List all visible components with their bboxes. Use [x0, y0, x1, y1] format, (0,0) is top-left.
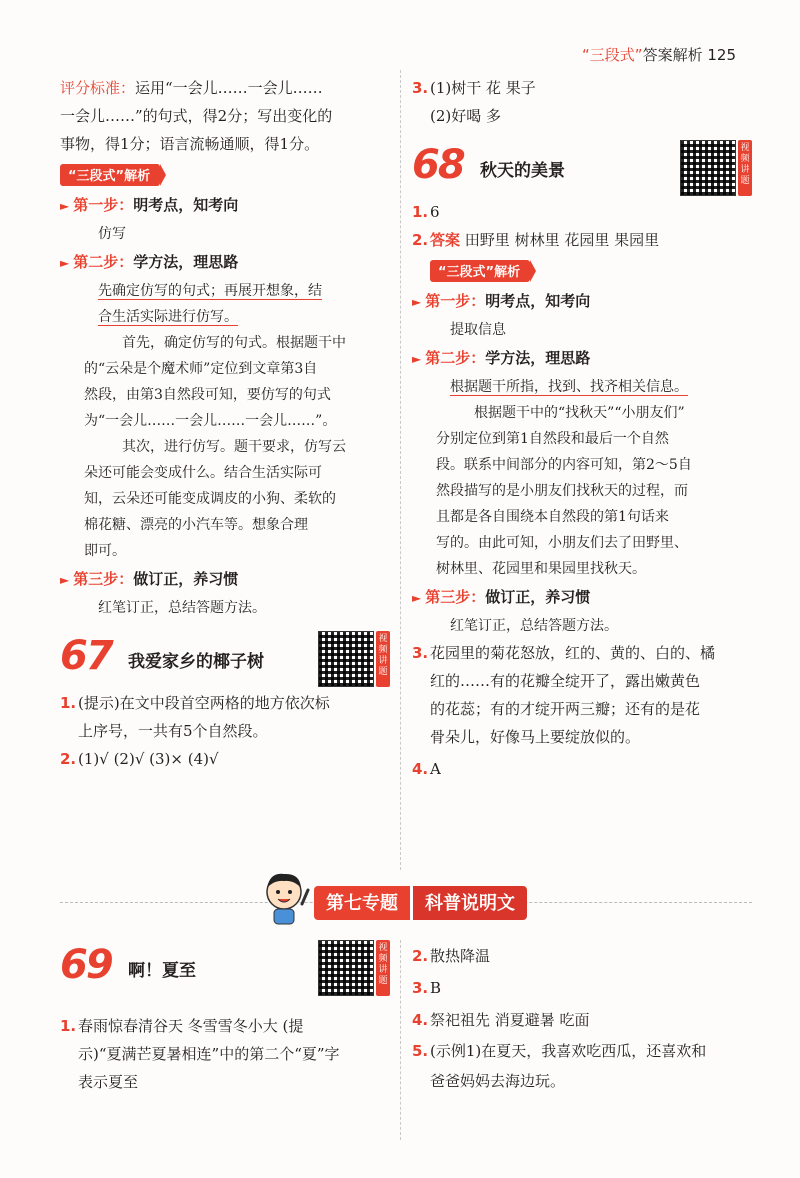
paragraph-line: 的“云朵是个魔术师”定位到文章第3自 [84, 361, 318, 377]
section-title: 啊！夏至 [128, 961, 196, 981]
column-divider [400, 70, 401, 870]
answer-item: 5. (示例1)在夏天，我喜欢吃西瓜，还喜欢和 [412, 1042, 707, 1060]
arrow-icon: ► [60, 573, 70, 587]
paragraph-line: 树林里、花园里和果园里找秋天。 [436, 561, 646, 577]
header-title: 答案解析 [642, 46, 703, 64]
answer-line: 爸爸妈妈去海边玩。 [430, 1072, 566, 1090]
step-one-text: 提取信息 [450, 322, 506, 338]
step-one: ► 第一步：明考点，知考向 [412, 292, 591, 310]
answer-item: 1. (提示)在文中段首空两格的地方依次标 [60, 694, 330, 712]
banner-box [314, 886, 527, 920]
paragraph-line: 首先，确定仿写的句式。根据题干中 [122, 335, 346, 351]
answer-item: 2. 答案 田野里 树林里 花园里 果园里 [412, 231, 660, 249]
page-header [582, 44, 736, 65]
arrow-icon: ► [412, 591, 422, 605]
answer-line: 上序号，一共有5个自然段。 [78, 722, 268, 740]
step-two-key: 根据题干所指，找到、找齐相关信息。 [450, 379, 688, 395]
right-column [412, 74, 752, 783]
arrow-icon: ► [60, 199, 70, 213]
paragraph-line: 知，云朵还可能变成调皮的小狗、柔软的 [84, 491, 336, 507]
scoring-line: 事物，得1分；语言流畅通顺，得1分。 [60, 135, 320, 153]
step-three-text: 红笔订正，总结答题方法。 [98, 600, 266, 616]
arrow-icon: ► [412, 352, 422, 366]
paragraph-line: 朵还可能会变成什么。结合生活实际可 [84, 465, 322, 481]
answer-line: 红的……有的花瓣全绽开了，露出嫩黄色 [430, 672, 701, 690]
banner-topic: 第七专题 [314, 886, 410, 920]
step-two: ► 第二步：学方法，理思路 [412, 349, 591, 367]
step-one: ► 第一步：明考点，知考向 [60, 196, 239, 214]
answer-item: 4. 祭祀祖先 消夏避暑 吃面 [412, 1011, 590, 1029]
answer-line: 的花蕊；有的才绽开两三瓣；还有的是花 [430, 700, 701, 718]
paragraph-line: 写的。由此可知，小朋友们去了田野里、 [436, 535, 688, 551]
qr-code-icon[interactable] [318, 940, 374, 996]
scoring-label: 评分标准： [60, 79, 136, 97]
bottom-left-column [60, 940, 390, 1096]
bottom-right-column [412, 940, 752, 1096]
qr-code-icon[interactable] [680, 140, 736, 196]
paragraph-line: 为“一会儿……一会儿……一会儿……”。 [84, 413, 337, 429]
arrow-icon: ► [60, 256, 70, 270]
paragraph-line: 然段描写的是小朋友们找秋天的过程，而 [436, 483, 688, 499]
answer-item: 2. 散热降温 [412, 947, 491, 965]
step-three: ► 第三步：做订正，养习惯 [60, 570, 239, 588]
section-number: 67 [60, 633, 112, 679]
section-title: 我爱家乡的椰子树 [128, 652, 264, 672]
section-68-header [412, 140, 752, 198]
paragraph-line: 棉花糖、漂亮的小汽车等。想象合理 [84, 517, 308, 533]
paragraph-line: 根据题干中的“找秋天”“小朋友们” [474, 405, 685, 421]
answer-line: 示)“夏满芒夏暑相连”中的第二个“夏”字 [78, 1045, 340, 1063]
answer-item: 1. 春雨惊春清谷天 冬雪雪冬小大 (提 [60, 1017, 304, 1035]
step-two-key: 合生活实际进行仿写。 [98, 309, 238, 325]
section-number: 69 [60, 942, 112, 988]
paragraph-line: 且都是各自围绕本自然段的第1句话来 [436, 509, 669, 525]
scoring-line: 一会儿……”的句式，得2分；写出变化的 [60, 107, 333, 125]
step-two-key: 先确定仿写的句式；再展开想象，结 [98, 283, 322, 299]
topic-banner [0, 880, 800, 926]
left-column [60, 74, 390, 773]
paragraph-line: 其次，进行仿写。题干要求，仿写云 [122, 439, 346, 455]
answer-line: 骨朵儿，好像马上要绽放似的。 [430, 728, 641, 746]
cartoon-kid-icon [256, 868, 312, 926]
section-number: 68 [412, 142, 464, 188]
analysis-badge: “三段式”解析 [60, 164, 160, 186]
page-number: 125 [707, 46, 736, 64]
arrow-icon: ► [412, 295, 422, 309]
video-tag: 视频讲题 [738, 140, 752, 196]
answer-item: 3. (1)树干 花 果子 [412, 79, 536, 97]
answer-line: 表示夏至 [78, 1073, 139, 1091]
answer-line: (2)好喝 多 [430, 107, 502, 125]
scoring-standard: 评分标准：运用“一会儿……一会儿…… [60, 79, 323, 97]
section-69-header [60, 940, 390, 998]
paragraph-line: 即可。 [84, 543, 126, 559]
answer-item: 3. 花园里的菊花怒放，红的、黄的、白的、橘 [412, 644, 716, 662]
step-three: ► 第三步：做订正，养习惯 [412, 588, 591, 606]
paragraph-line: 然段，由第3自然段可知，要仿写的句式 [84, 387, 331, 403]
step-one-text: 仿写 [98, 226, 126, 242]
banner-subject: 科普说明文 [410, 886, 527, 920]
step-two: ► 第二步：学方法，理思路 [60, 253, 239, 271]
step-three-text: 红笔订正，总结答题方法。 [450, 618, 618, 634]
answer-item: 1. 6 [412, 203, 440, 221]
section-67-header [60, 631, 390, 689]
video-tag: 视频讲题 [376, 940, 390, 996]
answer-item: 4. A [412, 760, 441, 778]
header-brand: “三段式” [582, 46, 643, 64]
column-divider-bottom [400, 940, 401, 1140]
analysis-badge: “三段式”解析 [430, 260, 530, 282]
video-tag: 视频讲题 [376, 631, 390, 687]
section-title: 秋天的美景 [480, 161, 565, 181]
answer-item: 3. B [412, 979, 442, 997]
paragraph-line: 分别定位到第1自然段和最后一个自然 [436, 431, 669, 447]
qr-code-icon[interactable] [318, 631, 374, 687]
answer-item: 2. (1)√ (2)√ (3)× (4)√ [60, 750, 219, 768]
paragraph-line: 段。联系中间部分的内容可知，第2～5自 [436, 457, 692, 473]
